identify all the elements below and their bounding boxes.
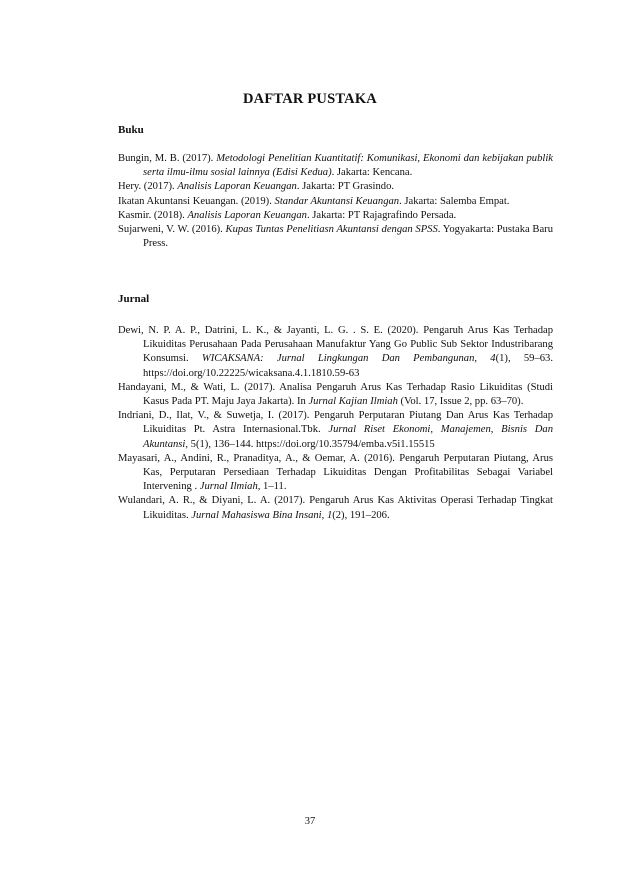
reference-entry xyxy=(118,324,553,381)
reference-entry xyxy=(118,452,553,495)
reference-italic-text: Analisis Laporan Keuangan xyxy=(187,209,307,221)
reference-text: Hery. (2017). xyxy=(118,181,178,193)
reference-text: Kasmir. (2018). xyxy=(118,209,188,221)
reference-entry xyxy=(118,494,553,522)
reference-italic-text: Metodologi Penelitian Kuantitatif: Komunikasi, Ekonomi dan kebijakan publik serta ilmu-ilmu sosial lainnya (Edisi Kedua) xyxy=(143,153,553,179)
reference-italic-text: Analisis Laporan Keuangan xyxy=(177,181,297,193)
reference-italic-text: Jurnal Kajian Ilmiah xyxy=(308,396,398,408)
reference-text: Bungin, M. B. (2017). xyxy=(118,153,217,164)
page-title: DAFTAR PUSTAKA xyxy=(243,91,377,107)
reference-entry xyxy=(118,381,553,409)
reference-entry xyxy=(118,195,553,209)
reference-text: (1), 59–63. https://doi.org/10.22225/wicaksana.4.1.1810.59-63 xyxy=(143,353,553,379)
reference-text: (Vol. 17, Issue 2, pp. 63–70). xyxy=(397,396,524,408)
reference-text: Mayasari, A., Andini, R., Pranaditya, A., & Oemar, A. (2016). Pengaruh Perputaran Piutang, Arus Kas, Perputaran Persediaan Terhadap Likuiditas Dengan Profitabilitas Sebagai Variabel Intervening . xyxy=(118,452,553,493)
reference-italic-text: Jurnal Mahasiswa Bina Insani xyxy=(191,509,322,521)
reference-text: Wulandari, A. R., & Diyani, L. A. (2017). Pengaruh Arus Kas Aktivitas Operasi Terhadap Tingkat Likuiditas. xyxy=(118,495,553,521)
reference-entry xyxy=(118,152,553,180)
section-heading-buku: Buku xyxy=(118,124,144,136)
reference-text: , xyxy=(321,509,327,521)
section-heading-jurnal: Jurnal xyxy=(118,293,150,305)
reference-text: Dewi, N. P. A. P., Datrini, L. K., & Jayanti, L. G. . S. E. (2020). Pengaruh Arus Kas Terhadap Likuiditas Perusahaan Pada Perusahaan Manufaktur Yang Go Public Sub Sektor Industribarang Konsumsi. xyxy=(118,325,553,365)
reference-list-jurnal xyxy=(118,324,553,523)
reference-text: , 1–11. xyxy=(257,481,287,493)
reference-entry xyxy=(118,409,553,452)
reference-italic-text: Jurnal Ilmiah xyxy=(199,481,258,493)
reference-text: . Jakarta: Salemba Empat. xyxy=(399,195,510,207)
reference-italic-text: WICAKSANA: Jurnal Lingkungan Dan Pembangunan xyxy=(201,353,475,365)
reference-text: . Jakarta: PT Grasindo. xyxy=(296,181,395,193)
reference-italic-text: 4 xyxy=(490,353,496,365)
reference-entry xyxy=(118,180,553,194)
page-number: 37 xyxy=(304,816,316,827)
reference-text: Ikatan Akuntansi Keuangan. (2019). xyxy=(118,195,275,207)
reference-entry xyxy=(118,209,553,223)
reference-italic-text: Jurnal Riset Ekonomi, Manajemen, Bisnis Dan Akuntansi xyxy=(143,424,553,450)
reference-entry xyxy=(118,223,553,251)
reference-text: Sujarweni, V. W. (2016). xyxy=(118,224,226,236)
reference-text: , 5(1), 136–144. https://doi.org/10.35794/emba.v5i1.15515 xyxy=(185,438,435,450)
reference-text: Handayani, M., & Wati, L. (2017). Analisa Pengaruh Arus Kas Terhadap Rasio Likuiditas (Studi Kasus Pada PT. Maju Jaya Jakarta). In xyxy=(118,381,553,408)
reference-text: , xyxy=(474,353,491,365)
reference-italic-text: Standar Akuntansi Keuangan xyxy=(274,195,400,207)
reference-text: (2), 191–206. xyxy=(332,509,390,521)
reference-text: Indriani, D., Ilat, V., & Suwetja, I. (2017). Pengaruh Perputaran Piutang Dan Arus Kas Terhadap Likuiditas Pt. Astra Internasional.Tbk. xyxy=(118,410,553,436)
reference-text: . Jakarta: PT Rajagrafindo Persada. xyxy=(306,209,457,221)
reference-text: . Jakarta: Kencana. xyxy=(331,167,413,179)
reference-text: . Yogyakarta: Pustaka Baru Press. xyxy=(143,224,553,250)
reference-italic-text: Kupas Tuntas Penelitiasn Akuntansi dengan SPSS xyxy=(225,224,438,236)
reference-italic-text: 1 xyxy=(326,509,333,521)
reference-list-buku xyxy=(118,152,553,251)
